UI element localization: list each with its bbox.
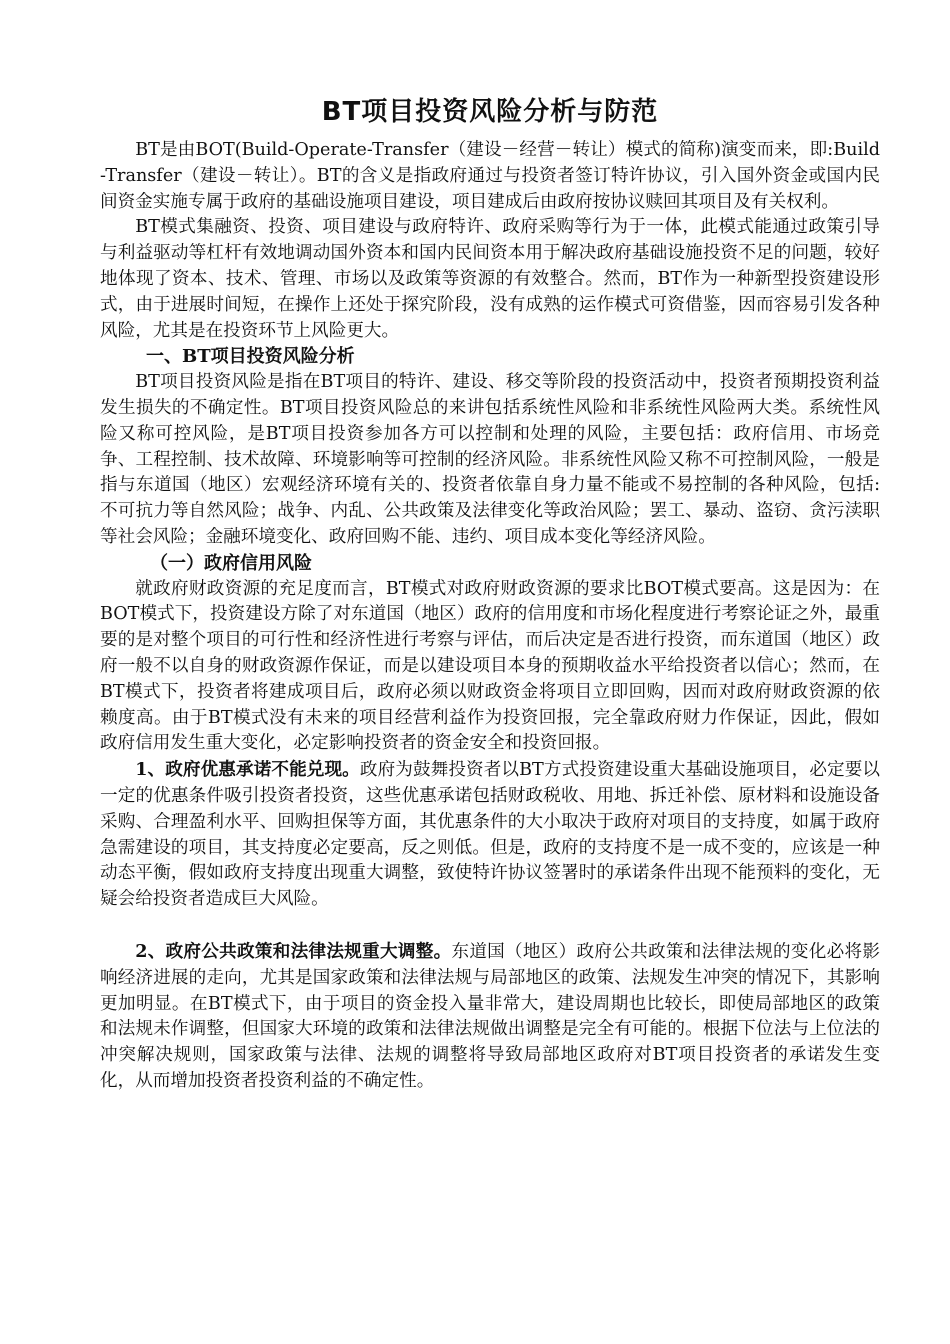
blank-line (100, 913, 880, 939)
point-2-text: 东道国（地区）政府公共政策和法律法规的变化必将影响经济进展的走向，尤其是国家政策和法律法规与局部地区的政策、法规发生冲突的情况下，其影响更加明显。在BT模式下，由于项目的资金投入量非常大，建设周期也比较长，即使局部地区的政策和法规未作调整，但国家大环境的政策和法律法规做出调整是完全有可能的。根据下位法与上位法的冲突解决规则，国家政策与法律、法规的调整将导致局部地区政府对BT项目投资者的承诺发生变化，从而增加投资者投资利益的不确定性。 (100, 941, 880, 1091)
intro-paragraph-2: BT模式集融资、投资、项目建设与政府特许、政府采购等行为于一体，此模式能通过政策引导与利益驱动等杠杆有效地调动国外资本和国内民间资本用于解决政府基础设施投资不足的问题，较好地体现了资本、技术、管理、市场以及政策等资源的有效整合。然而，BT作为一种新型投资建设形式，由于进展时间短，在操作上还处于探究阶段，没有成熟的运作模式可资借鉴，因而容易引发各种风险，尤其是在投资环节上风险更大。 (100, 217, 880, 341)
document-page (100, 92, 880, 1095)
section-heading-1: 一、BT项目投资风险分析 (146, 346, 355, 368)
point-2-lead: 2、政府公共政策和法律法规重大调整。 (135, 940, 452, 962)
subsection-1-paragraph: 就政府财政资源的充足度而言，BT模式对政府财政资源的要求比BOT模式要高。这是因为：在BOT模式下，投资建设方除了对东道国（地区）政府的信用度和市场化程度进行考察论证之外，最重要的是对整个项目的可行性和经济性进行考察与评估，而后决定是否进行投资，而东道国（地区）政府一般不以自身的财政资源作保证，而是以建设项目本身的预期收益水平给投资者以信心；然而，在BT模式下，投资者将建成项目后，政府必须以财政资金将项目立即回购，因而对政府财政资源的依赖度高。由于BT模式没有未来的项目经营利益作为投资回报，完全靠政府财力作保证，因此，假如政府信用发生重大变化，必定影响投资者的资金安全和投资回报。 (100, 578, 880, 754)
subsection-heading-1: （一）政府信用风险 (150, 552, 312, 574)
point-2-paragraph (100, 939, 880, 1095)
intro-paragraph-1: BT是由BOT(Build-Operate-Transfer（建设－经营－转让）模式的简称)演变而来，即:Build-Transfer（建设－转让）。BT的含义是指政府通过与投资者签订特许协议，引入国外资金或国内民间资金实施专属于政府的基础设施项目建设，项目建成后由政府按协议赎回其项目及有关权利。 (100, 140, 880, 212)
point-1-text: 政府为鼓舞投资者以BT方式投资建设重大基础设施项目，必定要以一定的优惠条件吸引投资者投资，这些优惠承诺包括财政税收、用地、拆迁补偿、原材料和设施设备采购、合理盈利水平、回购担保等方面，其优惠条件的大小取决于政府对项目的支持度，如属于政府急需建设的项目，其支持度必定要高，反之则低。但是，政府的支持度不是一成不变的，应该是一种动态平衡，假如政府支持度出现重大调整，致使特许协议签署时的承诺条件出现不能预料的变化，无疑会给投资者造成巨大风险。 (100, 760, 880, 910)
point-1-lead: 1、政府优惠承诺不能兑现。 (135, 759, 360, 781)
section-1-paragraph: BT项目投资风险是指在BT项目的特许、建设、移交等阶段的投资活动中，投资者预期投资利益发生损失的不确定性。BT项目投资风险总的来讲包括系统性风险和非系统性风险两大类。系统性风险又称可控风险，是BT项目投资参加各方可以控制和处理的风险，主要包括：政府信用、市场竞争、工程控制、技术故障、环境影响等可控制的经济风险。非系统性风险又称不可控制风险，一般是指与东道国（地区）宏观经济环境有关的、投资者依靠自身力量不能或不易控制的各种风险，包括:不可抗力等自然风险；战争、内乱、公共政策及法律变化等政治风险；罢工、暴动、盗窃、贪污渎职等社会风险；金融环境变化、政府回购不能、违约、项目成本变化等经济风险。 (100, 372, 880, 547)
point-1-paragraph (100, 757, 880, 913)
document-title: BT项目投资风险分析与防范 (321, 97, 659, 127)
